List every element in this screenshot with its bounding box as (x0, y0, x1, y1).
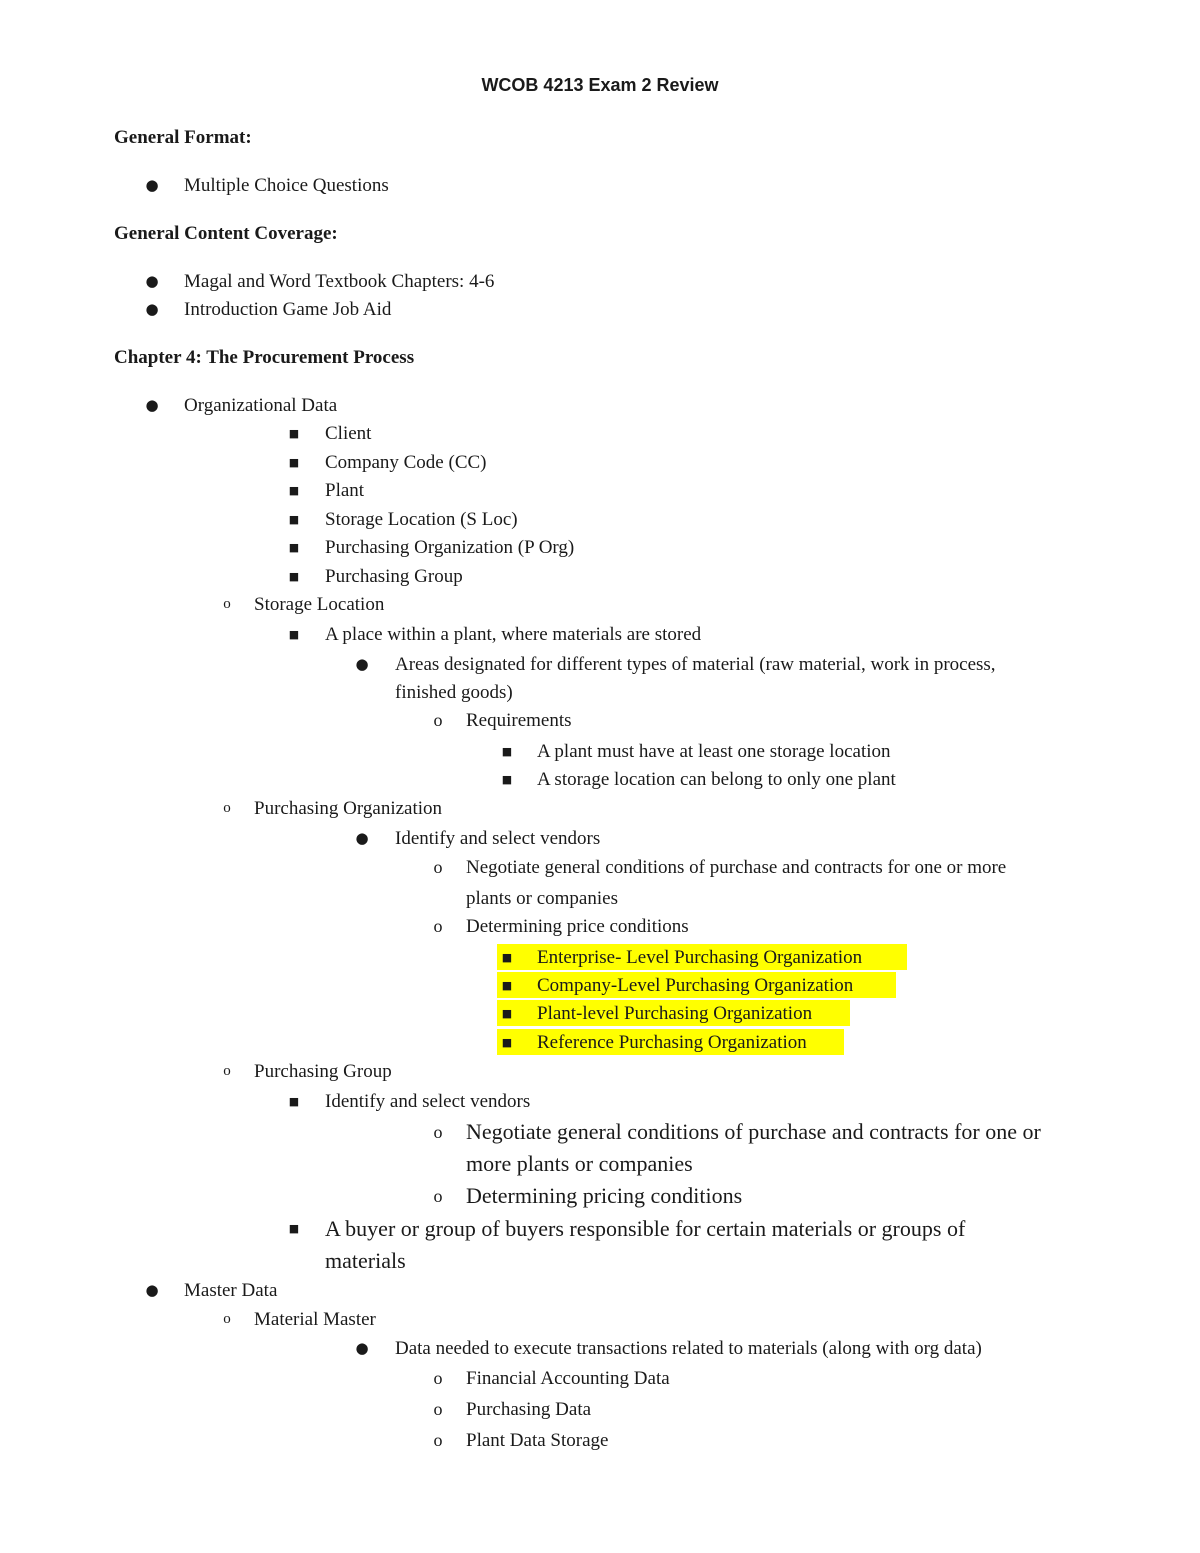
list-item (501, 1028, 807, 1057)
chapter4-heading: Chapter 4: The Procurement Process (114, 347, 415, 368)
list-item (288, 1213, 966, 1245)
general-format-heading: General Format: (114, 127, 252, 148)
bullet-icon: ● (355, 829, 369, 847)
list-item (288, 562, 463, 591)
list-item-text: Negotiate general conditions of purchase and contracts for one or (466, 1119, 1041, 1144)
list-item (288, 1087, 531, 1116)
list-item-text: Multiple Choice Questions (184, 175, 389, 196)
list-item-text: Areas designated for different types of material (raw material, work in process, (395, 654, 996, 675)
list-item-text: Identify and select vendors (395, 828, 601, 849)
list-item-text: A buyer or group of buyers responsible for certain materials or groups of (325, 1216, 966, 1241)
circle-bullet-icon: o (433, 1430, 443, 1450)
list-item (145, 1276, 278, 1305)
list-item (501, 999, 813, 1028)
list-item (433, 1116, 1041, 1148)
list-item-text: Purchasing Organization (P Org) (325, 537, 575, 558)
square-bullet-icon: ■ (288, 1222, 300, 1235)
list-item-text: Plant-level Purchasing Organization (537, 1003, 813, 1024)
list-item-text: Reference Purchasing Organization (537, 1032, 807, 1053)
circle-bullet-icon: o (433, 857, 443, 877)
list-item-text: Magal and Word Textbook Chapters: 4-6 (184, 271, 495, 292)
list-item (288, 448, 487, 477)
list-item-text: Purchasing Group (325, 566, 463, 587)
list-item-text: Company-Level Purchasing Organization (537, 975, 854, 996)
list-item-text: Negotiate general conditions of purchase and contracts for one or more (466, 857, 1007, 878)
list-item (501, 943, 863, 972)
square-bullet-icon: ■ (501, 951, 513, 964)
circle-bullet-icon: o (433, 1122, 443, 1142)
square-bullet-icon: ■ (501, 1036, 513, 1049)
circle-bullet-icon: o (223, 800, 231, 816)
list-item (145, 391, 338, 420)
list-item (145, 295, 392, 324)
list-item (288, 533, 575, 562)
list-item-continuation: more plants or companies (466, 1151, 693, 1176)
list-item (223, 1057, 392, 1086)
list-item (288, 505, 518, 534)
square-bullet-icon: ■ (288, 541, 300, 554)
list-item-text: Data needed to execute transactions related to materials (along with org data) (395, 1338, 982, 1359)
list-item-text: Storage Location (254, 594, 385, 615)
bullet-icon: ● (145, 272, 159, 290)
circle-bullet-icon: o (223, 596, 231, 612)
list-item-text: Plant (325, 480, 365, 501)
list-item-continuation: materials (325, 1248, 406, 1273)
bullet-icon: ● (145, 396, 159, 414)
list-item (223, 590, 385, 619)
list-item-text: Organizational Data (184, 395, 338, 416)
list-item (355, 650, 996, 679)
list-item (223, 1305, 376, 1334)
bullet-icon: ● (145, 300, 159, 318)
square-bullet-icon: ■ (288, 1095, 300, 1108)
circle-bullet-icon: o (223, 1311, 231, 1327)
list-item (433, 1426, 609, 1455)
list-item-text: Plant Data Storage (466, 1430, 609, 1451)
list-item (145, 171, 389, 200)
square-bullet-icon: ■ (288, 456, 300, 469)
list-item-continuation: finished goods) (395, 682, 513, 703)
bullet-icon: ● (355, 655, 369, 673)
list-item-text: Master Data (184, 1280, 278, 1301)
circle-bullet-icon: o (433, 916, 443, 936)
circle-bullet-icon: o (223, 1063, 231, 1079)
list-item (433, 1364, 670, 1393)
square-bullet-icon: ■ (501, 745, 513, 758)
list-item-text: A storage location can belong to only one plant (537, 769, 896, 790)
list-item-text: Determining price conditions (466, 916, 689, 937)
list-item-text: Requirements (466, 710, 572, 731)
list-item (355, 824, 601, 853)
square-bullet-icon: ■ (288, 427, 300, 440)
list-item-text: A plant must have at least one storage location (537, 741, 891, 762)
list-item (355, 1334, 982, 1363)
list-item-text: Introduction Game Job Aid (184, 299, 392, 320)
bullet-icon: ● (145, 1281, 159, 1299)
list-item (501, 765, 896, 794)
list-item (288, 476, 365, 505)
circle-bullet-icon: o (433, 710, 443, 730)
list-item-text: Determining pricing conditions (466, 1183, 743, 1208)
list-item (433, 1395, 592, 1424)
list-item (433, 706, 572, 735)
list-item-text: Purchasing Data (466, 1399, 592, 1420)
list-item (501, 737, 891, 766)
circle-bullet-icon: o (433, 1399, 443, 1419)
list-item-text: Material Master (254, 1309, 376, 1330)
square-bullet-icon: ■ (501, 1007, 513, 1020)
square-bullet-icon: ■ (288, 628, 300, 641)
list-item (288, 419, 372, 448)
list-item-text: Purchasing Organization (254, 798, 443, 819)
square-bullet-icon: ■ (501, 773, 513, 786)
list-item-text: Client (325, 423, 372, 444)
list-item-text: Financial Accounting Data (466, 1368, 670, 1389)
list-item-text: Enterprise- Level Purchasing Organization (537, 947, 863, 968)
list-item-continuation: plants or companies (466, 888, 618, 909)
bullet-icon: ● (355, 1339, 369, 1357)
list-item (145, 267, 495, 296)
list-item-text: Purchasing Group (254, 1061, 392, 1082)
circle-bullet-icon: o (433, 1186, 443, 1206)
list-item (501, 971, 854, 1000)
list-item-text: Identify and select vendors (325, 1091, 531, 1112)
general-content-heading: General Content Coverage: (114, 223, 338, 244)
square-bullet-icon: ■ (288, 513, 300, 526)
list-item-text: Storage Location (S Loc) (325, 509, 518, 530)
bullet-icon: ● (145, 176, 159, 194)
circle-bullet-icon: o (433, 1368, 443, 1388)
list-item-text: A place within a plant, where materials are stored (325, 624, 702, 645)
square-bullet-icon: ■ (288, 570, 300, 583)
list-item (433, 853, 1007, 882)
list-item (223, 794, 443, 823)
list-item (433, 912, 689, 941)
list-item-text: Company Code (CC) (325, 452, 487, 473)
list-item (433, 1180, 743, 1212)
document-title: WCOB 4213 Exam 2 Review (481, 75, 719, 95)
list-item (288, 620, 702, 649)
square-bullet-icon: ■ (501, 979, 513, 992)
square-bullet-icon: ■ (288, 484, 300, 497)
